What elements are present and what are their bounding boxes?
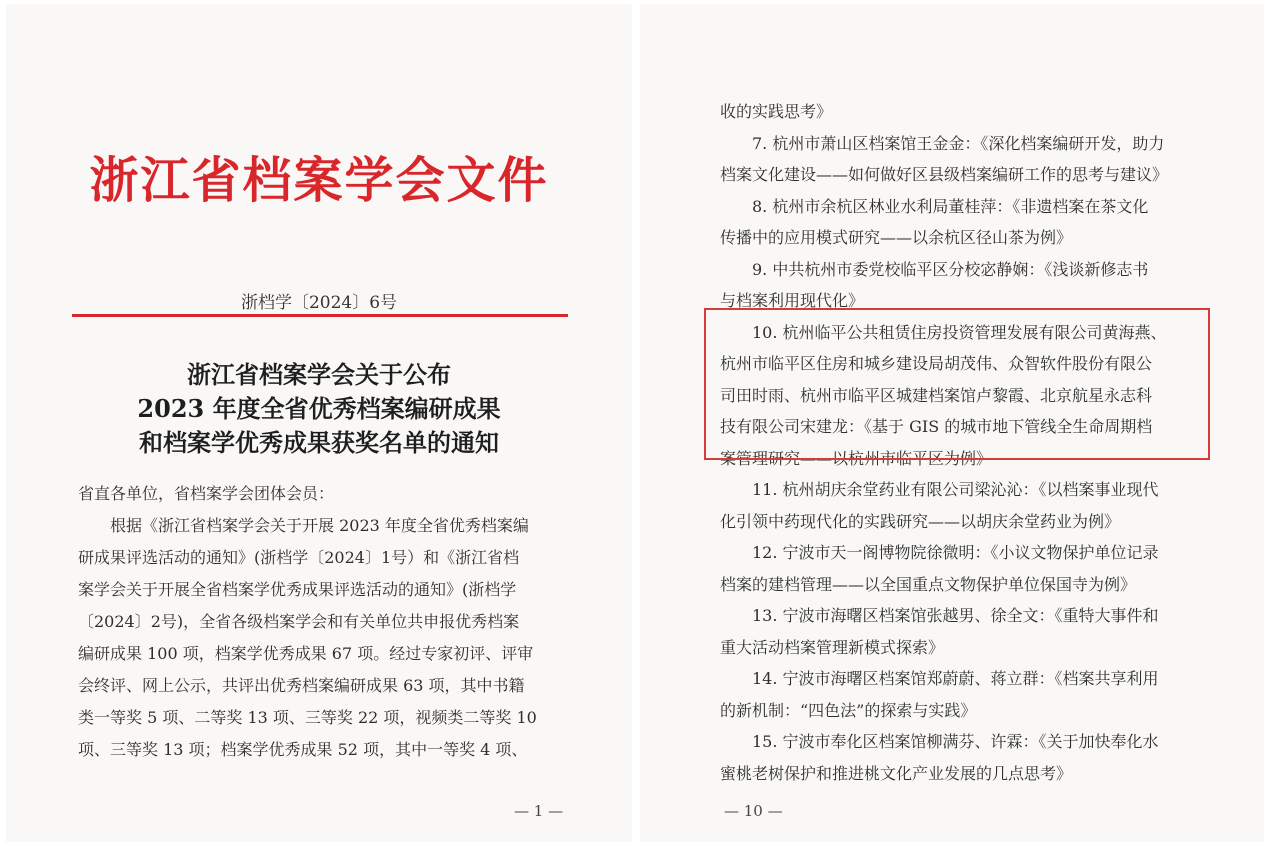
text-line: 8. 杭州市余杭区林业水利局董桂萍：《非遗档案在茶文化 [752,196,1149,216]
text-line: 项、三等奖 13 项；档案学优秀成果 52 项，其中一等奖 4 项、 [78,740,528,759]
document-header: 浙江省档案学会文件 [89,152,549,209]
text-line: 类一等奖 5 项、二等奖 13 项、三等奖 22 项，视频类二等奖 10 [78,708,537,727]
text-line: 〔2024〕2号)，全省各级档案学会和有关单位共申报优秀档案 [78,612,520,631]
text-line: 11. 杭州胡庆余堂药业有限公司梁沁沁：《以档案事业现代 [752,480,1159,499]
text-line: 会终评、网上公示，共评出优秀档案编研成果 63 项，其中书籍 [78,676,525,695]
document-page-right [640,4,1264,842]
text-line: 13. 宁波市海曙区档案馆张越男、徐全文：《重特大事件和 [752,606,1159,625]
text-line: 司田时雨、杭州市临平区城建档案馆卢黎霞、北京航星永志科 [720,385,1153,405]
header-divider [72,314,568,317]
document-page-left [6,4,632,842]
page-number: — 1 — [514,802,564,820]
page-number: — 10 — [724,802,783,820]
notice-body [78,478,570,766]
text-line: 15. 宁波市奉化区档案馆柳满芬、许霖：《关于加快奉化水 [752,732,1159,751]
text-line: 重大活动档案管理新模式探索》 [720,637,945,657]
text-line: 的新机制：“四色法”的探索与实践》 [720,700,977,720]
text-line: 技有限公司宋建龙：《基于 GIS 的城市地下管线全生命周期档 [720,417,1153,436]
text-line: 10. 杭州临平公共租赁住房投资管理发展有限公司黄海燕、 [752,322,1167,342]
text-line: 省直各单位，省档案学会团体会员： [78,484,335,503]
text-line: 传播中的应用模式研究——以余杭区径山茶为例》 [720,228,1073,247]
text-line: 与档案利用现代化》 [720,291,865,310]
text-line: 编研成果 100 项，档案学优秀成果 67 项。经过专家初评、评审 [78,644,534,663]
notice-title-line: 浙江省档案学会关于公布 [187,360,451,389]
text-line: 蜜桃老树保护和推进桃文化产业发展的几点思考》 [720,763,1073,783]
notice-title-line: 2023 年度全省优秀档案编研成果 [137,394,501,423]
notice-title-line: 和档案学优秀成果获奖名单的通知 [139,428,499,457]
text-line: 杭州市临平区住房和城乡建设局胡茂伟、众智软件股份有限公 [720,354,1153,373]
award-list [720,96,1220,789]
text-line: 根据《浙江省档案学会关于开展 2023 年度全省优秀档案编 [110,516,529,535]
text-line: 案学会关于开展全省档案学优秀成果评选活动的通知》(浙档学 [78,580,517,599]
text-line: 研成果评选活动的通知》(浙档学〔2024〕1号）和《浙江省档 [78,548,520,567]
notice-title [6,358,632,460]
document-number: 浙档学〔2024〕6号 [240,293,398,313]
text-line: 档案的建档管理——以全国重点文物保护单位保国寺为例》 [720,574,1137,594]
text-line: 案管理研究——以杭州市临平区为例》 [720,448,993,468]
text-line: 9. 中共杭州市委党校临平区分校宓静娴：《浅谈新修志书 [752,259,1149,279]
text-line: 14. 宁波市海曙区档案馆郑蔚蔚、蒋立群：《档案共享利用 [752,669,1159,688]
text-line: 档案文化建设——如何做好区县级档案编研工作的思考与建议》 [720,165,1169,184]
text-line: 12. 宁波市天一阁博物院徐微明：《小议文物保护单位记录 [752,543,1159,562]
text-line: 7. 杭州市萧山区档案馆王金金：《深化档案编研开发，助力 [752,133,1165,153]
text-line: 化引领中药现代化的实践研究——以胡庆余堂药业为例》 [720,511,1121,531]
text-line: 收的实践思考》 [720,102,833,121]
